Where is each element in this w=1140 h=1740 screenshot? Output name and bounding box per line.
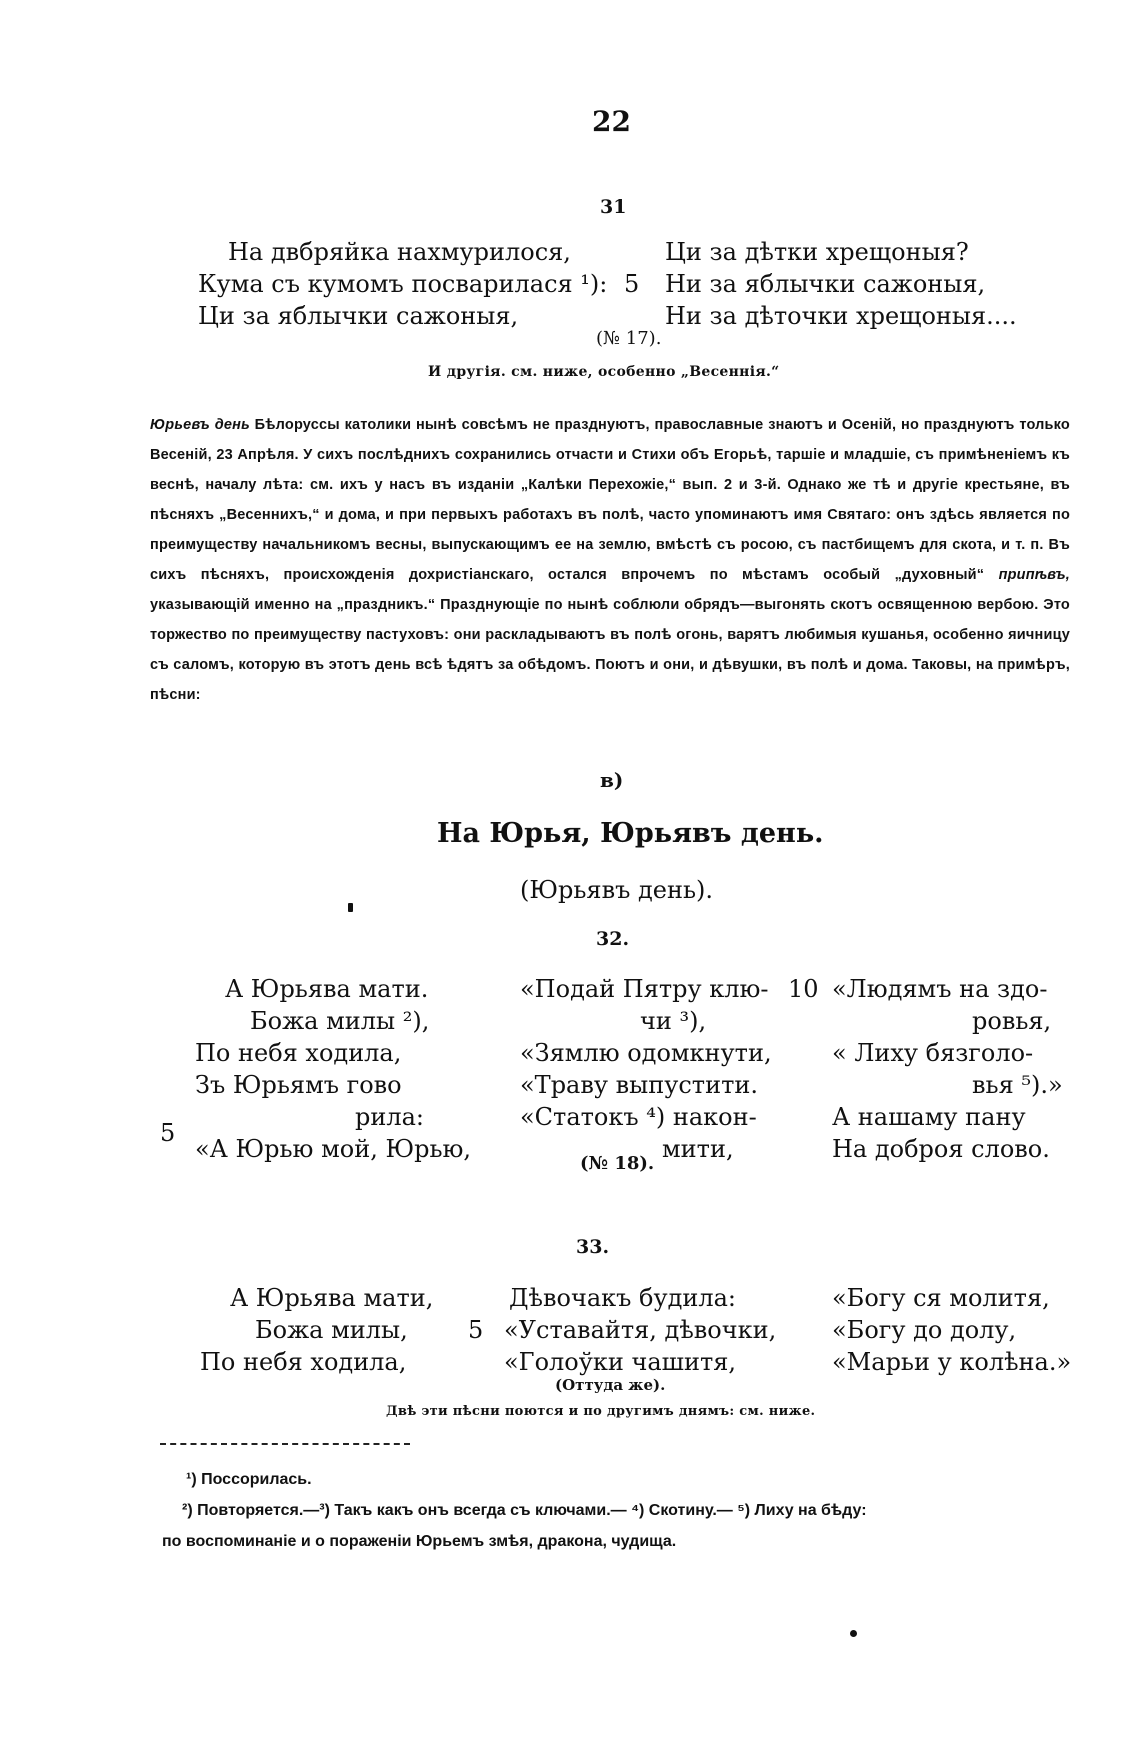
section-subtitle: (Юрьявъ день). (520, 876, 714, 904)
song-31-left-column (198, 236, 607, 332)
verse-line: мити, (662, 1135, 734, 1163)
verse-line: «Зямлю одомкнути, (520, 1039, 772, 1067)
paragraph-lead: Юрьевъ день (150, 417, 250, 433)
song-32-line-number-5: 5 (160, 1119, 176, 1147)
song-31-right-column (665, 236, 1017, 332)
footnote-1: ¹) Поссорилась. (186, 1471, 312, 1488)
verse-line: А Юрьява мати, (230, 1284, 434, 1312)
section-letter: в) (600, 768, 624, 792)
song-32-number: 32. (596, 928, 630, 950)
verse-line: «А Юрью мой, Юрью, (195, 1135, 472, 1163)
song-33-column-3 (832, 1282, 1071, 1378)
verse-line: чи ³), (640, 1007, 707, 1035)
song-33-note: Двѣ эти пѣсни поются и по другимъ днямъ: см. ниже. (386, 1404, 816, 1419)
verse-line: вья ⁵).» (972, 1071, 1063, 1099)
verse-line: рила: (355, 1103, 424, 1131)
verse-line: Божа милы, (255, 1316, 408, 1344)
song-33-line-number-5: 5 (468, 1316, 484, 1344)
song-32-column-2 (520, 973, 772, 1165)
verse-line: А нашаму пану (832, 1103, 1026, 1131)
verse-line: Дѣвочакъ будила: (509, 1284, 737, 1312)
song-33-reference: (Оттуда же). (555, 1376, 666, 1394)
verse-line: Ци за яблычки сажоныя, (198, 302, 519, 330)
verse-line: Ни за яблычки сажоныя, (665, 270, 986, 298)
song-32-reference: (№ 18). (580, 1153, 655, 1174)
ink-dot (850, 1630, 857, 1637)
song-33-column-2 (504, 1282, 776, 1378)
song-33-number: 33. (576, 1236, 610, 1258)
verse-line: «Людямъ на здо- (832, 975, 1048, 1003)
verse-line: На двбряйка нахмурилося, (228, 238, 571, 266)
footnote-2-continued: по воспоминаніе и о пораженіи Юрьемъ змѣя, дракона, чудища. (162, 1533, 677, 1550)
paragraph-italic-word: припѣвъ, (998, 567, 1071, 583)
verse-line: «Траву выпустити. (520, 1071, 758, 1099)
verse-line: «Уставайтя, дѣвочки, (504, 1316, 777, 1344)
verse-line: «Голоўки чашитя, (504, 1348, 736, 1376)
verse-line: Зъ Юрьямъ гово (195, 1071, 402, 1099)
song-31-reference: (№ 17). (596, 328, 662, 349)
section-title: На Юрья, Юрьявъ день. (437, 818, 824, 849)
verse-line: « Лиху бязголо- (832, 1039, 1034, 1067)
verse-line: Ни за дѣточки хрещоныя.... (665, 302, 1017, 330)
verse-line: «Марьи у колѣна.» (832, 1348, 1072, 1376)
verse-line: «Богу до долу, (832, 1316, 1017, 1344)
verse-line: «Богу ся молитя, (832, 1284, 1050, 1312)
verse-line: По небя ходила, (195, 1039, 402, 1067)
verse-line: Кума съ кумомъ посварилася ¹): (198, 270, 608, 298)
ink-mark (348, 903, 353, 912)
verse-line: Божа милы ²), (250, 1007, 430, 1035)
song-32-column-3 (832, 973, 1063, 1165)
paragraph-text: Бѣлоруссы католики нынѣ совсѣмъ не празднуютъ, православные знаютъ и Осеній, но празднуютъ только Весеній, 23 Апрѣля. У сихъ послѣднихъ сохранились отчасти и Стихи объ Егорьѣ, таршіе и младшіе, съ примѣненіемъ къ веснѣ, началу лѣта: см. ихъ у насъ въ изданіи „Калѣки Перехожіе,“ вып. 2 и 3-й. Однако же тѣ и другіе крестьяне, въ пѣсняхъ „Весеннихъ,“ и дома, и при первыхъ работахъ въ полѣ, часто упоминаютъ имя Святаго: онъ здѣсь является по преимуществу начальникомъ весны, выпускающимъ ее на землю, вмѣстѣ съ росою, съ пастбищемъ для скота, и т. п. Въ сихъ пѣсняхъ, происхожденія дохристіанскаго, остался впрочемъ по мѣстамъ особый „духовный“ (150, 417, 1070, 583)
page-number: 22 (592, 105, 631, 138)
song-31-note: И другія. см. ниже, особенно „Весеннія.“ (428, 364, 780, 380)
song-31-number: 31 (600, 196, 627, 218)
intro-paragraph (150, 410, 1070, 710)
verse-line: На доброя слово. (832, 1135, 1050, 1163)
verse-line: «Подай Пятру клю- (520, 975, 769, 1003)
footnote-2: ²) Повторяется.—³) Такъ какъ онъ всегда съ ключами.— ⁴) Скотину.— ⁵) Лиху на бѣду: (182, 1502, 867, 1519)
footnote-rule (160, 1443, 410, 1445)
verse-line: А Юрьява мати. (225, 975, 429, 1003)
song-32-line-number-10: 10 (788, 975, 819, 1003)
paragraph-text-continued: указывающій именно на „праздникъ.“ Празднующіе по нынѣ соблюли обрядъ—выгонять скотъ освященною вербою. Это торжество по преимуществу пастуховъ: они раскладываютъ въ полѣ огонь, варятъ любимыя кушанья, особенно яичницу съ саломъ, которую въ этотъ день всѣ ѣдятъ за обѣдомъ. Поютъ и они, и дѣвушки, въ полѣ и дома. Таковы, на примѣръ, пѣсни: (150, 597, 1070, 703)
song-33-column-1 (200, 1282, 433, 1378)
verse-line: По небя ходила, (200, 1348, 407, 1376)
verse-line: Ци за дѣтки хрещоныя? (665, 238, 969, 266)
verse-line: ровья, (972, 1007, 1052, 1035)
song-32-column-1 (195, 973, 471, 1165)
song-31-line-number: 5 (624, 270, 640, 298)
verse-line: «Статокъ ⁴) након- (520, 1103, 757, 1131)
